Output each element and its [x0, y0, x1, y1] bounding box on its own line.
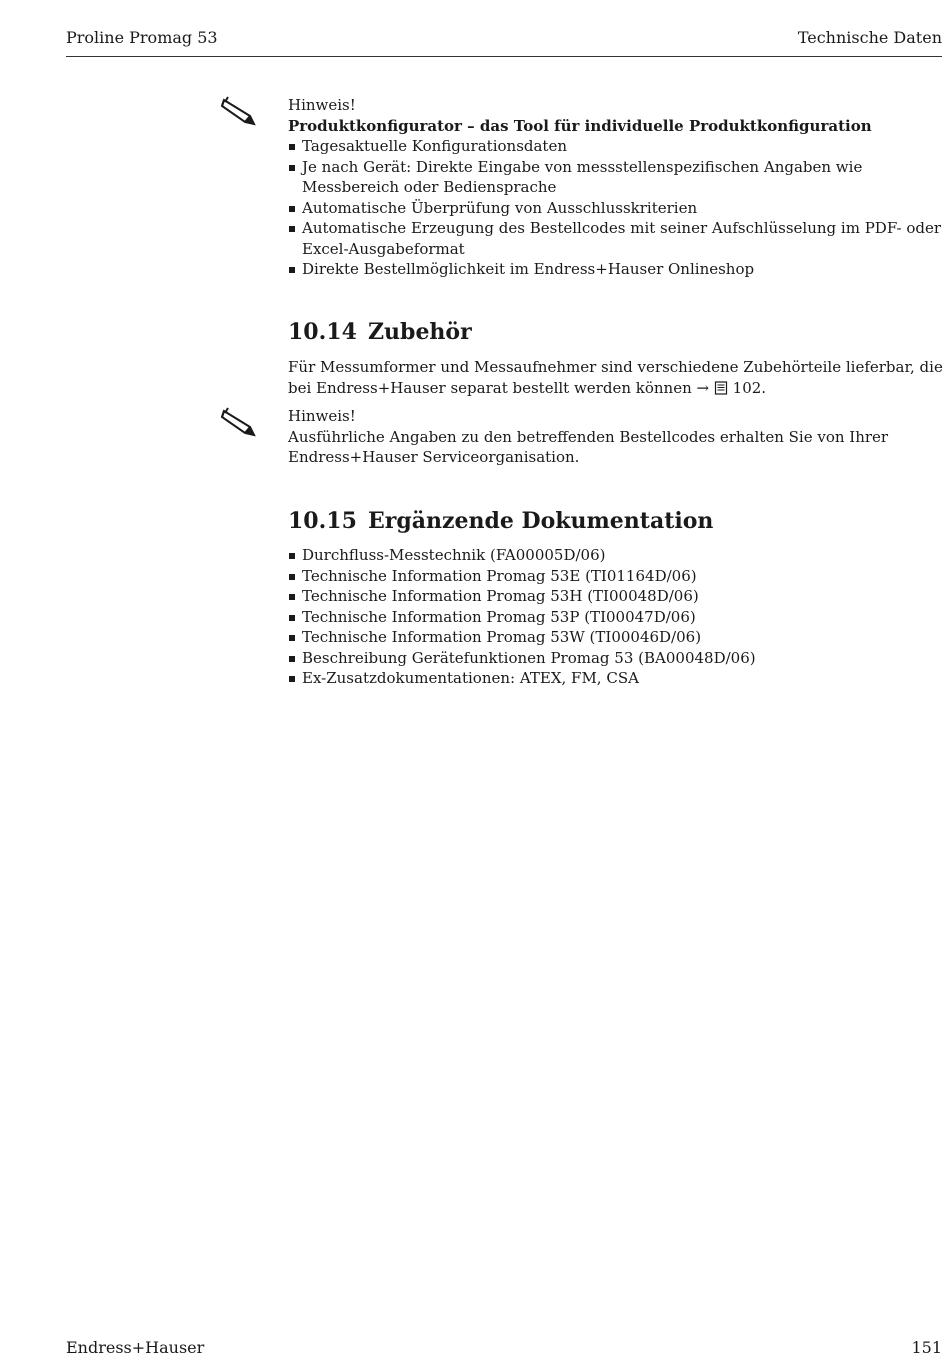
reference-arrow: →	[696, 378, 710, 397]
note-label: Hinweis!	[288, 407, 356, 425]
list-item: Automatische Erzeugung des Bestellcodes mit seiner Aufschlüsselung im PDF- oder Excel-Ausgabeformat	[288, 218, 944, 259]
accessories-paragraph	[288, 357, 944, 398]
list-item: Ex-Zusatzdokumentationen: ATEX, FM, CSA	[288, 668, 944, 689]
list-item: Technische Information Promag 53W (TI00046D/06)	[288, 627, 944, 648]
accessories-text: Für Messumformer und Messaufnehmer sind verschiedene Zubehörteile lieferbar, die bei Endress+Hauser separat bestellt werden können	[288, 358, 943, 397]
note-title: Produktkonfigurator – das Tool für individuelle Produktkonfiguration	[288, 116, 872, 135]
list-item: Technische Information Promag 53E (TI01164D/06)	[288, 566, 944, 587]
list-item: Je nach Gerät: Direkte Eingabe von messstellenspezifischen Angaben wie Messbereich oder Bediensprache	[288, 157, 944, 198]
note-text: Ausführliche Angaben zu den betreffenden Bestellcodes erhalten Sie von Ihrer Endress+Hauser Serviceorganisation.	[288, 427, 889, 466]
header-rule	[66, 56, 942, 57]
configurator-feature-list	[288, 136, 944, 280]
list-item: Tagesaktuelle Konfigurationsdaten	[288, 136, 944, 157]
book-icon	[714, 381, 728, 395]
page-number: 151	[911, 1338, 942, 1357]
page-reference-link[interactable]: 102.	[732, 378, 767, 397]
documentation-block	[288, 545, 944, 689]
section-title: Ergänzende Dokumentation	[368, 508, 714, 534]
section-number: 10.14	[288, 319, 357, 345]
list-item: Technische Information Promag 53P (TI00047D/06)	[288, 607, 944, 628]
pencil-icon	[220, 94, 260, 126]
header-doc-title: Proline Promag 53	[66, 28, 218, 47]
note-label: Hinweis!	[288, 96, 356, 114]
documentation-list	[288, 545, 944, 689]
note-box-ordercodes	[288, 406, 944, 468]
section-heading-documentation	[288, 507, 713, 535]
header-chapter-title: Technische Daten	[797, 28, 942, 47]
list-item: Technische Information Promag 53H (TI00048D/06)	[288, 586, 944, 607]
list-item: Direkte Bestellmöglichkeit im Endress+Hauser Onlineshop	[288, 259, 944, 280]
pencil-icon	[220, 405, 260, 437]
list-item: Beschreibung Gerätefunktionen Promag 53 (BA00048D/06)	[288, 648, 944, 669]
footer-company: Endress+Hauser	[66, 1338, 205, 1357]
section-title: Zubehör	[368, 319, 472, 345]
note-box-configurator	[288, 95, 944, 280]
section-number: 10.15	[288, 508, 357, 534]
list-item: Automatische Überprüfung von Ausschlusskriterien	[288, 198, 944, 219]
list-item: Durchfluss-Messtechnik (FA00005D/06)	[288, 545, 944, 566]
section-heading-accessories	[288, 318, 472, 346]
